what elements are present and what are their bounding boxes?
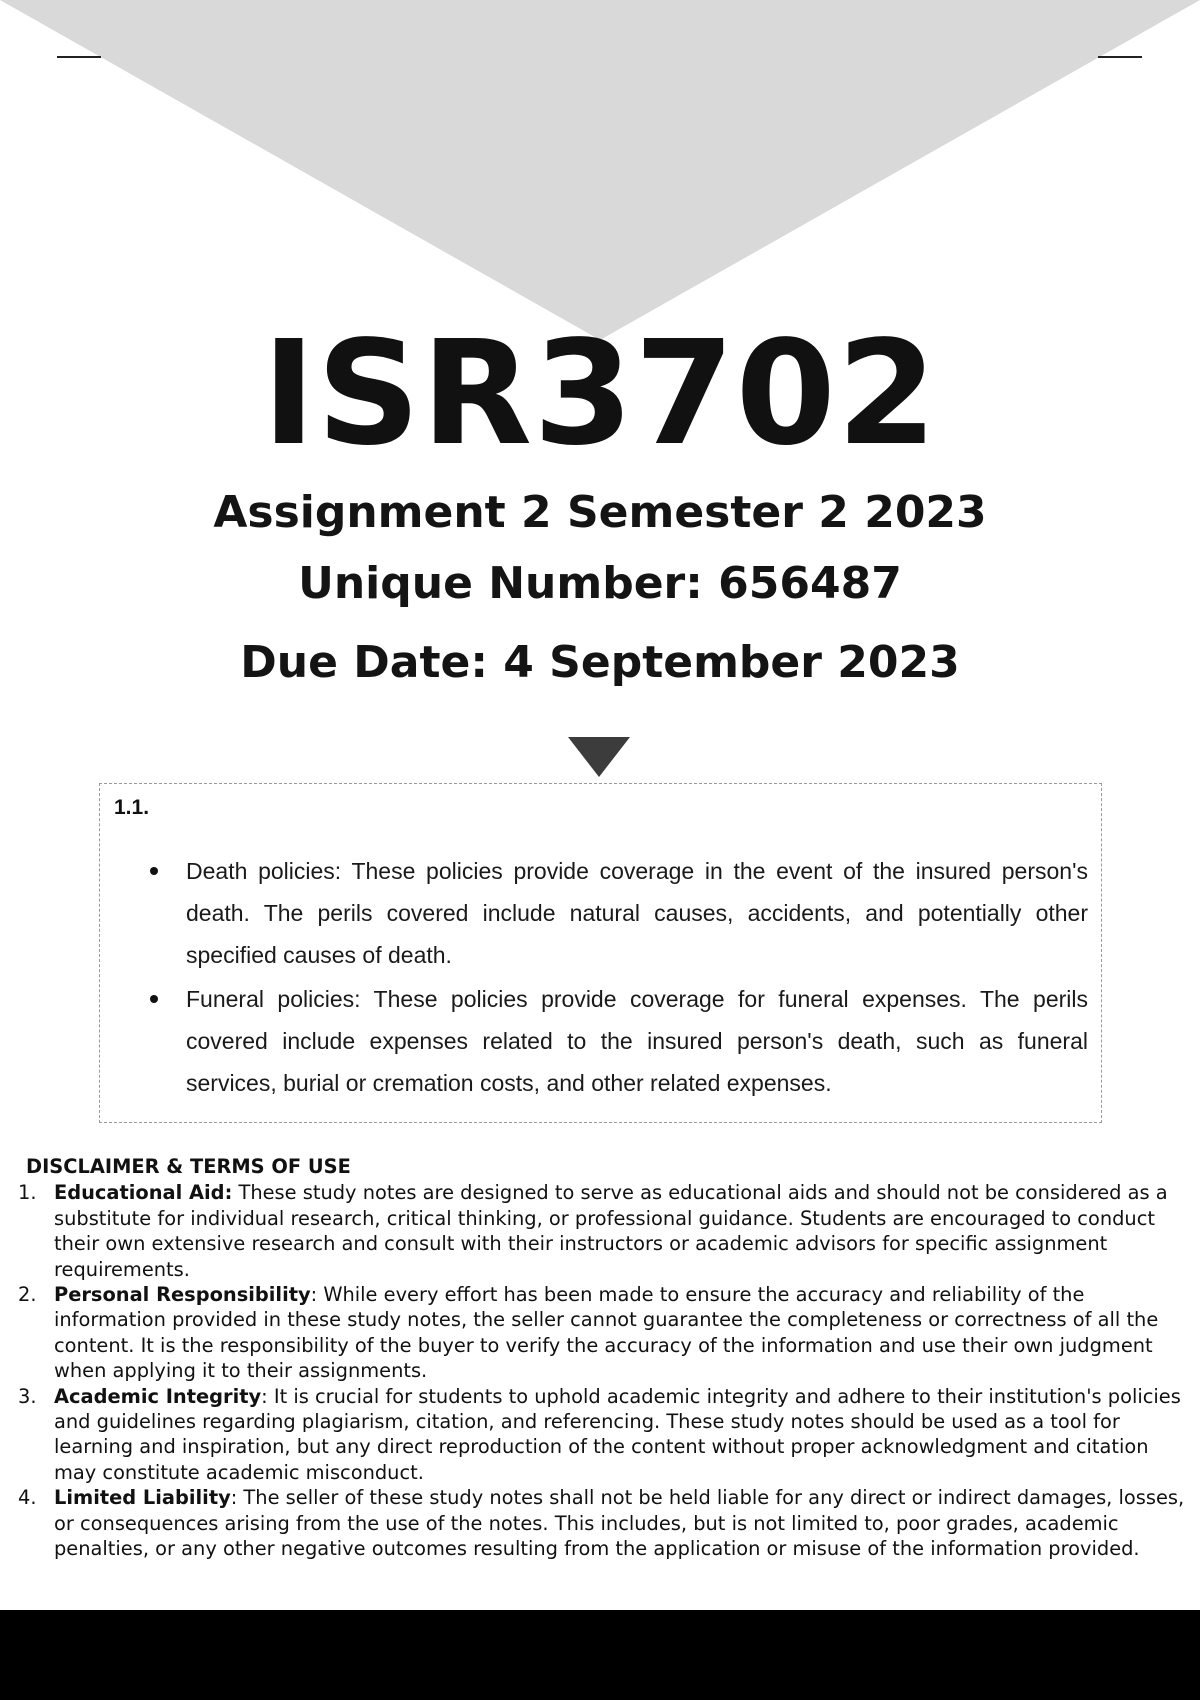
corner-rule-left xyxy=(57,56,101,58)
due-date-line: Due Date: 4 September 2023 xyxy=(240,637,960,688)
answer-item xyxy=(136,978,1088,1104)
answer-item-text: Funeral policies: These policies provide coverage for funeral expenses. The perils covered include expenses related to the insured person's death, such as funeral services, burial or cremation costs, and other related expenses. xyxy=(186,986,1088,1096)
disclaimer-item-number: 2. xyxy=(18,1283,37,1307)
disclaimer-item-label: Limited Liability xyxy=(54,1486,231,1510)
disclaimer-section xyxy=(14,1154,1190,1562)
disclaimer-item-text: : The seller of these study notes shall not be held liable for any direct or indirect damages, losses, or consequences arising from the use of the notes. This includes, but is not limited to, poor grades, academic penalties, or any other negative outcomes resulting from the application or misuse of the information provided. xyxy=(54,1486,1185,1561)
footer-bar xyxy=(0,1610,1200,1700)
disclaimer-item-label: Personal Responsibility xyxy=(54,1283,311,1307)
disclaimer-item xyxy=(14,1485,1190,1561)
disclaimer-item xyxy=(14,1180,1190,1282)
disclaimer-item-number: 4. xyxy=(18,1486,37,1510)
disclaimer-item xyxy=(14,1282,1190,1384)
answer-item xyxy=(136,850,1088,976)
disclaimer-item-number: 1. xyxy=(18,1181,37,1205)
course-code-title: ISR3702 xyxy=(262,309,938,477)
disclaimer-item-text: These study notes are designed to serve as educational aids and should not be considered as a substitute for individual research, critical thinking, or professional guidance. Students are encouraged to conduct their own extensive research and consult with their instructors or academic advisors for specific assignment requirements. xyxy=(54,1181,1168,1281)
unique-number-line: Unique Number: 656487 xyxy=(298,558,902,609)
disclaimer-list xyxy=(14,1180,1190,1561)
answer-heading: 1.1. xyxy=(114,796,150,819)
assignment-line: Assignment 2 Semester 2 2023 xyxy=(213,487,987,538)
corner-rule-right xyxy=(1098,56,1142,58)
bullet-icon xyxy=(150,995,158,1003)
down-arrow-icon xyxy=(568,737,630,777)
disclaimer-title: DISCLAIMER & TERMS OF USE xyxy=(26,1155,351,1178)
answer-preview-box xyxy=(99,783,1102,1123)
bullet-icon xyxy=(150,867,158,875)
header-chevron-shape xyxy=(0,0,1200,340)
disclaimer-item xyxy=(14,1384,1190,1486)
disclaimer-item-text: : It is crucial for students to uphold academic integrity and adhere to their institution's policies and guidelines regarding plagiarism, citation, and referencing. These study notes should be used as a tool for learning and inspiration, but any direct reproduction of the content without proper acknowledgment and citation may constitute academic misconduct. xyxy=(54,1384,1181,1484)
answer-list xyxy=(136,850,1088,1106)
disclaimer-item-text: : While every effort has been made to ensure the accuracy and reliability of the information provided in these study notes, the seller cannot guarantee the completeness or correctness of all the content. It is the responsibility of the buyer to verify the accuracy of the information and use their own judgment when applying it to their assignments. xyxy=(54,1283,1159,1383)
disclaimer-item-number: 3. xyxy=(18,1384,37,1408)
answer-item-text: Death policies: These policies provide coverage in the event of the insured person's death. The perils covered include natural causes, accidents, and potentially other specified causes of death. xyxy=(186,858,1088,968)
disclaimer-item-label: Educational Aid: xyxy=(54,1181,233,1205)
disclaimer-item-label: Academic Integrity xyxy=(54,1384,262,1408)
